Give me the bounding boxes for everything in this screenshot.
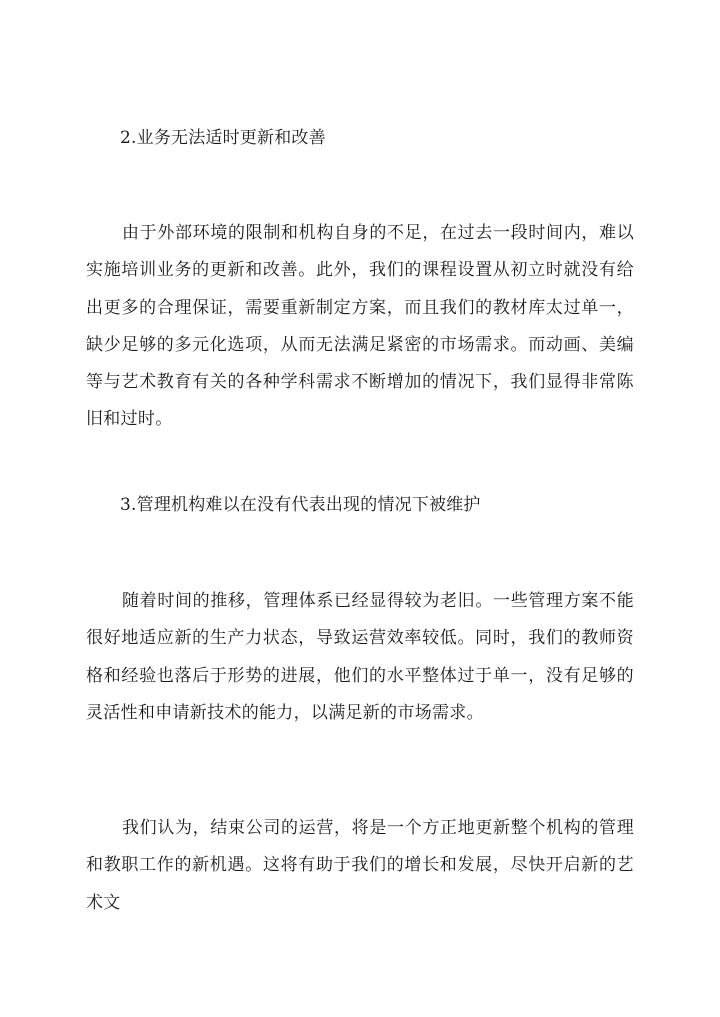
section-heading-3: 3.管理机构难以在没有代表出现的情况下被维护 — [120, 495, 481, 515]
section-heading-2: 2.业务无法适时更新和改善 — [120, 128, 326, 148]
section-3-paragraph: 随着时间的推移，管理体系已经显得较为老旧。一些管理方案不能很好地适应新的生产力状态，导致运营效率较低。同时，我们的教师资格和经验也落后于形势的进展，他们的水平整体过于单一，没有足够的灵活性和申请新技术的能力，以满足新的市场需求。 — [86, 591, 634, 723]
closing-paragraph: 我们认为，结束公司的运营，将是一个方正地更新整个机构的管理和教职工作的新机遇。这将有助于我们的增长和发展，尽快开启新的艺术文 — [86, 818, 634, 913]
section-2-paragraph: 由于外部环境的限制和机构自身的不足，在过去一段时间内，难以实施培训业务的更新和改善。此外，我们的课程设置从初立时就没有给出更多的合理保证，需要重新制定方案，而且我们的教材库太过单一，缺少足够的多元化选项，从而无法满足紧密的市场需求。而动画、美编等与艺术教育有关的各种学科需求不断增加的情况下，我们显得非常陈旧和过时。 — [86, 223, 634, 430]
